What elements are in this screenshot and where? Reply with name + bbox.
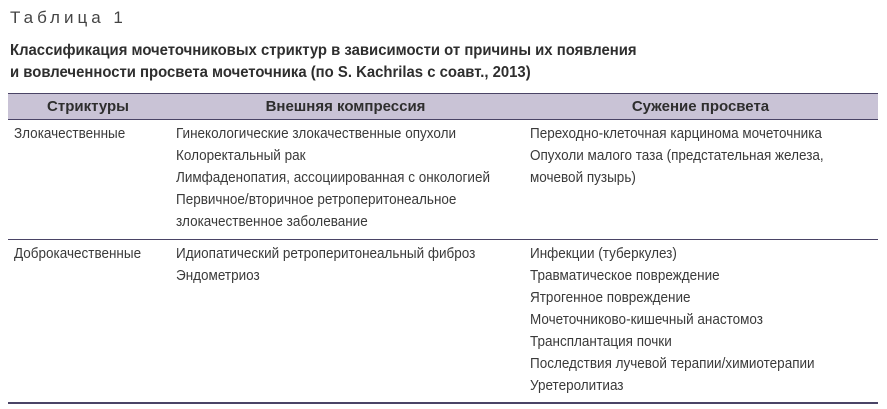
row-category-cell bbox=[8, 120, 168, 239]
row-category: Доброкачественные bbox=[14, 245, 142, 262]
list-item: Лимфаденопатия, ассоциированная с онкологией bbox=[176, 169, 491, 186]
list-item: Колоректальный рак bbox=[176, 147, 306, 164]
list-item: Последствия лучевой терапии/химиотерапии bbox=[530, 355, 815, 372]
row-category: Злокачественные bbox=[14, 125, 126, 142]
list-item: злокачественное заболевание bbox=[176, 213, 368, 230]
list-item: Первичное/вторичное ретроперитонеальное bbox=[176, 191, 457, 208]
lumen-narrowing-cell bbox=[523, 120, 878, 239]
title-line-1: Классификация мочеточниковых стриктур в зависимости от причины их появления bbox=[10, 42, 637, 59]
list-item: мочевой пузырь) bbox=[530, 169, 636, 186]
list-item: Гинекологические злокачественные опухоли bbox=[176, 125, 456, 142]
list-item: Переходно-клеточная карцинома мочеточника bbox=[530, 125, 822, 142]
list-item: Мочеточниково-кишечный анастомоз bbox=[530, 311, 763, 328]
table-title bbox=[10, 40, 819, 84]
title-line-2: и вовлеченности просвета мочеточника (по S. Kachrilas с соавт., 2013) bbox=[10, 64, 531, 81]
column-header-strictures: Стриктуры bbox=[47, 98, 129, 115]
table-row-benign bbox=[8, 240, 878, 402]
list-item: Идиопатический ретроперитонеальный фиброз bbox=[176, 245, 476, 262]
list-item: Трансплантация почки bbox=[530, 333, 672, 350]
table-header-row bbox=[8, 94, 878, 120]
list-item: Эндометриоз bbox=[176, 267, 260, 284]
column-header-lumen-narrowing: Сужение просвета bbox=[631, 98, 770, 115]
table-row-malignant bbox=[8, 120, 878, 240]
list-item: Инфекции (туберкулез) bbox=[530, 245, 677, 262]
column-header-external-compression: Внешняя компрессия bbox=[265, 98, 426, 115]
table-caption: Таблица 1 bbox=[10, 8, 127, 27]
lumen-narrowing-cell bbox=[523, 240, 878, 402]
external-compression-cell bbox=[168, 240, 523, 402]
list-item: Травматическое повреждение bbox=[530, 267, 720, 284]
list-item: Ятрогенное повреждение bbox=[530, 289, 691, 306]
classification-table bbox=[8, 93, 878, 404]
list-item: Опухоли малого таза (предстательная железа, bbox=[530, 147, 824, 164]
row-category-cell bbox=[8, 240, 168, 402]
external-compression-cell bbox=[168, 120, 523, 239]
list-item: Уретеролитиаз bbox=[530, 377, 624, 394]
